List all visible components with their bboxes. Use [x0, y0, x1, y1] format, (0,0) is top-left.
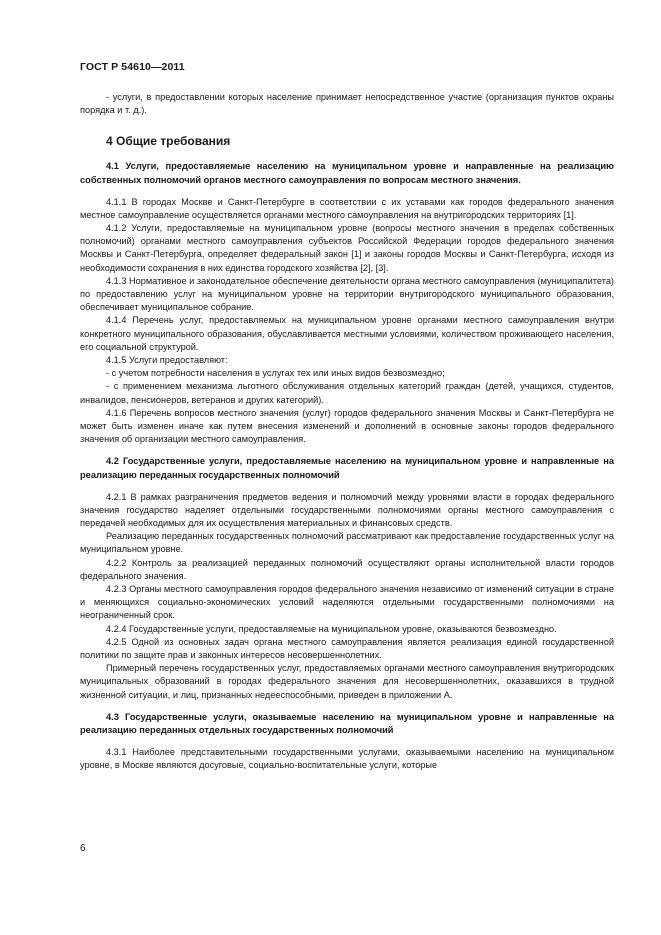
section-4-title: 4 Общие требования	[106, 134, 231, 149]
document-header: ГОСТ Р 54610—2011	[80, 61, 185, 73]
paragraph-4-1-5: 4.1.5 Услуги предоставляют:	[106, 355, 228, 366]
paragraph-intro: - услуги, в предоставлении которых население принимает непосредственное участие (организация пунктов охраны порядка и т. д.).	[80, 92, 614, 116]
page-number: 6	[80, 843, 86, 854]
paragraph-4-1-5-b: - с применением механизма льготного обслуживания отдельных категорий граждан (детей, учащихся, студентов, инвалидов, пенсионеров, ветеранов и других категорий).	[80, 381, 614, 405]
paragraph-4-2-5b: Примерный перечень государственных услуг, предоставляемых органами местного самоуправления внутригородских муниципальных образований в городах федерального значения для несовершеннолетних, оказавшихся в трудной жизненной ситуации, и лиц, признанных недееспособными, приведен в приложении А.	[80, 663, 614, 700]
paragraph-4-3-1: 4.3.1 Наиболее представительными государственными услугами, оказываемыми населению на муниципальном уровне, в Москве являются досуговые, социально-воспитательные услуги, которые	[80, 747, 614, 771]
paragraph-4-2-5: 4.2.5 Одной из основных задач органа местного самоуправления является реализация единой государственной политики по защите прав и законных интересов несовершеннолетних.	[80, 636, 614, 661]
paragraph-4-1-5-a: - с учетом потребности населения в услугах тех или иных видов безвозмездно;	[106, 368, 445, 379]
paragraph-4-1-2: 4.1.2 Услуги, предоставляемые на муниципальном уровне (вопросы местного значения в пределах собственных полномочий) органами местного самоуправления субъектов Российской Федерации городов федерального значения Москвы и Санкт-Петербурга, определяет федеральный закон [1] и законы городов Москвы и Санкт-Петербурга, исходя из необходимости сохранения в них единства городского хозяйства [2], [3].	[80, 223, 614, 273]
document-body	[80, 91, 614, 772]
paragraph-4-2-1: 4.2.1 В рамках разграничения предметов ведения и полномочий между уровнями власти в городах федерального значения государство наделяет отдельными государственными полномочиями органы местного самоуправления с передачей необходимых для их осуществления материальных и финансовых средств.	[80, 491, 614, 529]
paragraph-4-1-1: 4.1.1 В городах Москве и Санкт-Петербурге в соответствии с их уставами как городов федерального значения местное самоуправление осуществляется органами местного самоуправления на внутригородских территориях [1].	[80, 196, 614, 220]
paragraph-4-2-4: 4.2.4 Государственные услуги, предоставляемые на муниципальном уровне, оказываются безвозмездно.	[106, 623, 557, 634]
paragraph-4-2-2: 4.2.2 Контроль за реализацией переданных полномочий осуществляют органы исполнительной власти городов федерального значения.	[80, 557, 614, 581]
paragraph-4-2-3: 4.2.3 Органы местного самоуправления городов федерального значения независимо от изменений ситуации в стране и меняющихся социально-экономических условий наделяются отдельными государственными полномочиями на неограниченный срок.	[80, 584, 614, 621]
subsection-4-3-title: 4.3 Государственные услуги, оказываемые населению на муниципальном уровне и направленные на реализацию переданных отдельных государственных полномочий	[80, 711, 614, 736]
subsection-4-2-title: 4.2 Государственные услуги, предоставляемые населению на муниципальном уровне и направленные на реализацию переданных государственных полномочий	[80, 456, 614, 481]
subsection-4-1-title: 4.1 Услуги, предоставляемые населению на муниципальном уровне и направленные на реализацию собственных полномочий органов местного самоуправления по вопросам местного значения.	[80, 161, 614, 185]
paragraph-4-2-1b: Реализацию переданных государственных полномочий рассматривают как предоставление государственных услуг на муниципальном уровне.	[80, 531, 614, 555]
paragraph-4-1-4: 4.1.4 Перечень услуг, предоставляемых на муниципальном уровне органами местного самоуправления внутри конкретного муниципального образования, обуславливается местными условиями, количеством проживающего населения, его социальной структурой.	[80, 315, 614, 352]
paragraph-4-1-6: 4.1.6 Перечень вопросов местного значения (услуг) городов федерального значения Москвы и Санкт-Петербурга не может быть изменен иначе как путем внесения изменений и дополнений в основные законы городов федерального значения об организации местного самоуправления.	[80, 407, 614, 445]
paragraph-4-1-3: 4.1.3 Нормативное и законодательное обеспечение деятельности органа местного самоуправления (муниципалитета) по предоставлению услуг на муниципальном уровне на территории внутригородского муниципального образования, обеспечивает муниципальное собрание.	[80, 275, 614, 313]
